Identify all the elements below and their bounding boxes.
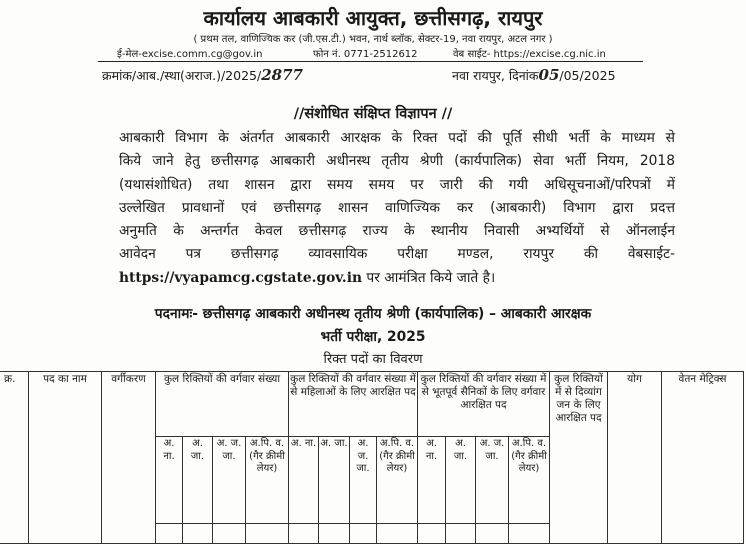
table-cell [350,524,377,544]
sub-ajja: अ. ज. जा. [476,437,509,524]
sub-ana: अ. ना. [289,437,319,524]
table-cell [246,524,289,544]
post-name-line1: पदनामः- छत्तीसगढ़ आबकारी अधीनस्थ तृतीय श्रेणी (कार्यपालिक) – आबकारी आरक्षक [154,306,592,322]
sub-ana: अ. ना. [418,437,446,524]
table-cell [476,524,509,544]
table-cell [418,524,446,544]
body-line: उल्लेखित प्रावधानों एवं छत्तीसगढ़ शासन वाणिज्यिक कर (आबकारी) विभाग द्वारा प्रदत्त [119,199,675,216]
sub-aja: अ. जा. [446,437,476,524]
sub-aja: अ. जा. [319,437,350,524]
header-disabled: कुल रिक्तियों में से दिव्यांग जन के लिए आरक्षित पद [550,372,608,544]
header-class: वर्गीकरण [102,372,156,544]
date-prefix: नवा रायपुर, दिनांक [452,68,539,83]
sub-ana: अ. ना. [156,437,183,524]
handwritten-day: 05 [538,66,560,84]
reference-number [102,66,303,84]
table-caption: रिक्त पदों का विवरण [323,352,423,367]
url-suffix: पर आमंत्रित किये जाते है। [362,269,496,286]
sub-obc: अ.पि. व. (गैर क्रीमी लेयर) [246,437,289,524]
reference-date [452,66,616,84]
post-name [0,303,746,349]
table-cell [183,524,213,544]
sub-ajja: अ. ज. जा. [213,437,246,524]
body-line: अनुमति के अन्तर्गत केवल छत्तीसगढ़ राज्य के स्थानीय निवासी अभ्यर्थियों से ऑनलाईन [119,223,675,240]
sub-ajja: अ. ज. जा. [350,437,377,524]
body-line-last [119,267,675,290]
table-cell [446,524,476,544]
body-line: आवेदन पत्र छत्तीसगढ़ व्यावसायिक परीक्षा मण्डल, रायपुर की वेबसाईट- [119,246,675,263]
header-divider [98,61,643,62]
body-line: आबकारी विभाग के अंतर्गत आबकारी आरक्षक के रिक्त पदों की पूर्ति सीधी भर्ती के माध्यम से [119,130,675,146]
date-suffix: /05/2025 [559,68,616,83]
table-cell [509,524,550,544]
post-name-line2: भर्ती परीक्षा, 2025 [320,329,426,345]
handwritten-number: 2877 [261,66,303,84]
header-women-reserved: कुल रिक्तियों की वर्गवार संख्या में से महिलाओं के लिए आरक्षित पद [289,372,418,437]
office-address: ( प्रथम तल, वाणिज्यिक कर (जी.एस.टी.) भवन, नार्थ ब्लॉक, सेक्टर-19, नवा रायपुर, अटल नगर ) [193,34,553,45]
header-ex-servicemen: कुल रिक्तियों की वर्गवार संख्या में से भूतपूर्व सैनिकों के लिए वर्गवार आरक्षित पद [418,372,550,437]
notice-body [119,127,675,290]
header-post: पद का नाम [29,372,102,544]
office-phone: फोन नं. 0771-2512612 [313,49,418,60]
notice-heading: //संशोधित संक्षिप्त विज्ञापन // [293,106,453,122]
sub-obc: अ.पि. व. (गैर क्रीमी लेयर) [509,437,550,524]
body-line: (यथासंशोधित) तथा शासन द्वारा समय समय पर जारी की गयी अधिसूचनाओं/परिपत्रों में [119,176,675,193]
vacancy-table [0,371,744,544]
table-cell [156,524,183,544]
table-cell [377,524,418,544]
header-total: योग [608,372,662,544]
office-website: वेब साईट- https://excise.cg.nic.in [453,49,606,60]
sub-obc: अ.पि. व. (गैर क्रीमी लेयर) [377,437,418,524]
sub-aja: अ. जा. [183,437,213,524]
table-cell [289,524,319,544]
header-pay-matrix: वेतन मेट्रिक्स [662,372,744,544]
body-line: किये जाने हेतु छत्तीसगढ़ आबकारी अधीनस्थ तृतीय श्रेणी (कार्यपालिक) सेवा भर्ती नियम, 2018 [119,153,675,170]
header-serial: क्र. [0,372,29,544]
header-total-vacancies: कुल रिक्तियों की वर्गवार संख्या [156,372,289,437]
table-cell [319,524,350,544]
office-email: ई-मेल-excise.comm.cg@gov.in [117,49,263,60]
office-title: कार्यालय आबकारी आयुक्त, छत्तीसगढ़, रायपुर [203,6,543,30]
table-cell [213,524,246,544]
vyapam-url[interactable]: https://vyapamcg.cgstate.gov.in [119,269,363,286]
reference-prefix: क्रमांक/आब./स्था(अराज.)/2025/ [102,68,262,83]
